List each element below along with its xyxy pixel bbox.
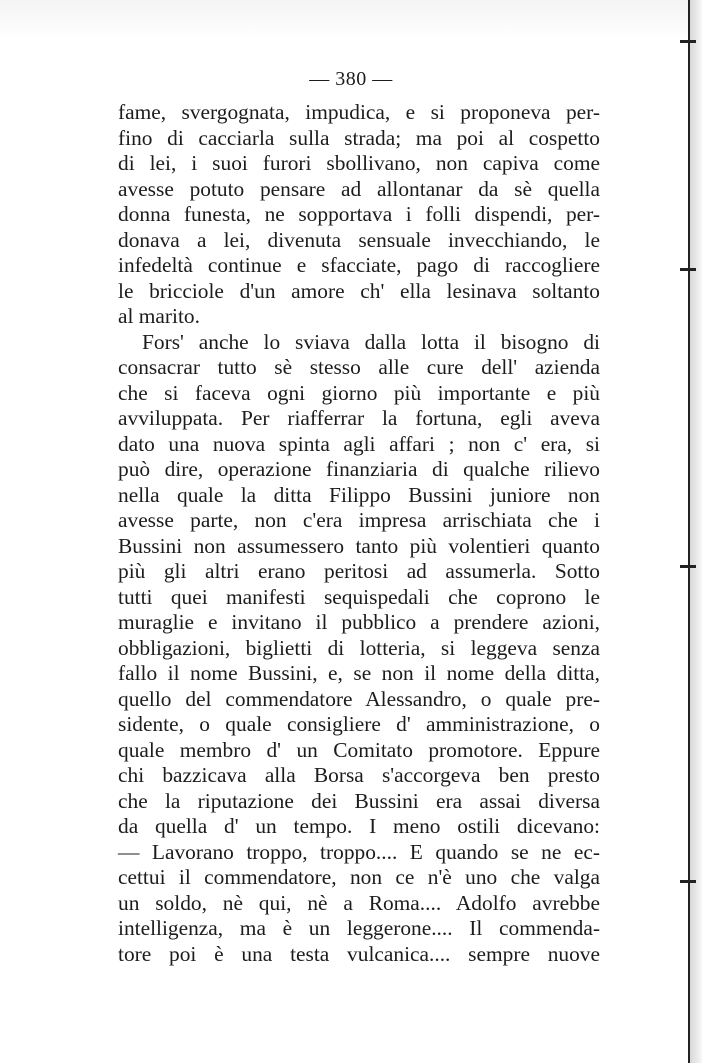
text-line: le bricciole d'un amore ch' ella lesinava soltanto [118,278,600,303]
edge-mark [680,40,696,43]
text-line: quale membro d' un Comitato promotore. Eppure [118,737,600,762]
text-line: — Lavorano troppo, troppo.... E quando se ne ec- [118,839,600,864]
edge-mark [680,565,696,568]
page-edge-line [688,0,690,1063]
text-line: fino di cacciarla sulla strada; ma poi al cospetto [118,125,600,150]
text-line: avesse potuto pensare ad allontanar da sè quella [118,176,600,201]
body-text [118,100,600,967]
text-line: avviluppata. Per riafferrar la fortuna, egli aveva [118,406,600,430]
text-line: infedeltà continue e sfacciate, pago di raccogliere [118,253,600,277]
page-edge-shadow [690,0,702,1063]
text-line: Bussini non assumessero tanto più volentieri quanto [118,533,600,558]
text-line: cettui il commendatore, non ce n'è uno che valga [118,865,600,889]
text-line: tore poi è una testa vulcanica.... sempre nuove [118,941,600,966]
text-line: da quella d' un tempo. I meno ostili dicevano: [118,814,600,838]
text-line: donna funesta, ne sopportava i folli dispendi, per- [118,202,600,226]
text-line: che si faceva ogni giorno più importante e più [118,380,600,405]
text-line: consacrar tutto sè stesso alle cure dell' azienda [118,355,600,379]
text-line: avesse parte, non c'era impresa arrischiata che i [118,508,600,532]
edge-mark [680,880,696,883]
text-line: di lei, i suoi furori sbollivano, non capiva come [118,151,600,175]
text-line: sidente, o quale consigliere d' amministrazione, o [118,712,600,736]
text-line: tutti quei manifesti sequispedali che coprono le [118,584,600,609]
text-line: un soldo, nè qui, nè a Roma.... Adolfo avrebbe [118,890,600,915]
text-line: fame, svergognata, impudica, e si proponeva per- [118,100,600,124]
text-line: fallo il nome Bussini, e, se non il nome della ditta, [118,661,600,685]
text-line: muraglie e invitano il pubblico a prendere azioni, [118,610,600,634]
text-line: più gli altri erano peritosi ad assumerla. Sotto [118,559,600,583]
text-line: al marito. [118,304,200,328]
text-line: nella quale la ditta Filippo Bussini juniore non [118,482,600,507]
text-line: chi bazzicava alla Borsa s'accorgeva ben presto [118,763,600,787]
text-line: può dire, operazione finanziaria di qualche rilievo [118,457,600,481]
text-line: quello del commendatore Alessandro, o quale pre- [118,686,600,711]
text-line: intelligenza, ma è un leggerone.... Il commenda- [118,916,600,940]
text-line: che la riputazione dei Bussini era assai diversa [118,788,600,813]
page-number: — 380 — [309,68,393,90]
text-line: Fors' anche lo sviava dalla lotta il bisogno di [142,329,600,354]
text-line: dato una nuova spinta agli affari ; non c' era, si [118,431,600,456]
text-line: obbligazioni, biglietti di lotteria, si leggeva senza [118,635,600,660]
edge-mark [680,268,696,271]
text-line: donava a lei, divenuta sensuale invecchiando, le [118,227,600,252]
